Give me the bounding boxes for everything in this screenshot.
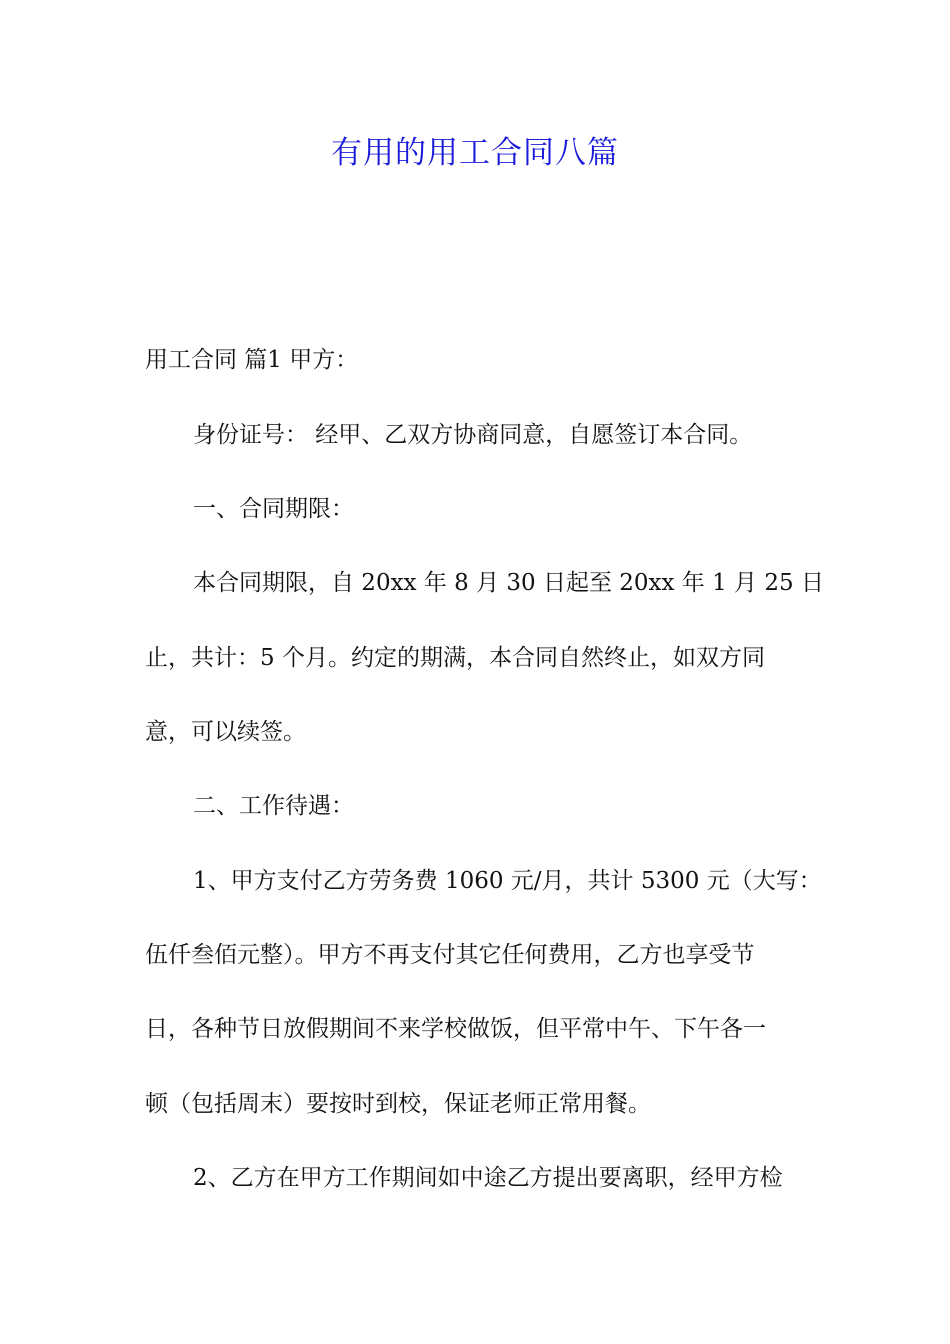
body-line-2 <box>145 417 861 453</box>
body-line-12-text: 2、乙方在甲方工作期间如中途乙方提出要离职，经甲方检 <box>193 1165 783 1191</box>
body-line-11-text: 顿（包括周末）要按时到校，保证老师正常用餐。 <box>145 1091 651 1117</box>
body-line-11 <box>145 1086 813 1122</box>
body-line-8-text: 1、甲方支付乙方劳务费 1060 元/月，共计 5300 元（大写： <box>193 868 822 894</box>
document-title: 有用的用工合同八篇 <box>331 135 619 171</box>
body-line-10 <box>145 1011 813 1047</box>
body-line-1 <box>145 342 813 378</box>
body-line-5 <box>145 640 813 676</box>
body-line-3 <box>145 491 861 527</box>
body-line-9 <box>145 937 813 973</box>
body-line-7 <box>145 788 861 824</box>
body-line-9-text: 伍仟叁佰元整）。甲方不再支付其它任何费用，乙方也享受节 <box>145 942 755 968</box>
body-line-3-text: 一、合同期限： <box>193 496 354 522</box>
body-line-12 <box>145 1160 861 1196</box>
body-line-5-text: 止，共计：5 个月。约定的期满，本合同自然终止，如双方同 <box>145 645 765 671</box>
body-line-7-text: 二、工作待遇： <box>193 793 354 819</box>
body-line-8 <box>145 863 861 899</box>
body-line-2-text: 身份证号： 经甲、乙双方协商同意，自愿签订本合同。 <box>193 422 753 448</box>
body-line-4 <box>145 565 861 601</box>
body-line-4-text: 本合同期限，自 20xx 年 8 月 30 日起至 20xx 年 1 月 25 日 <box>193 570 824 596</box>
body-line-10-text: 日，各种节日放假期间不来学校做饭，但平常中午、下午各一 <box>145 1016 766 1042</box>
body-line-6 <box>145 714 813 750</box>
body-line-1-text: 用工合同 篇1 甲方： <box>145 347 359 373</box>
body-line-6-text: 意，可以续签。 <box>145 719 306 745</box>
